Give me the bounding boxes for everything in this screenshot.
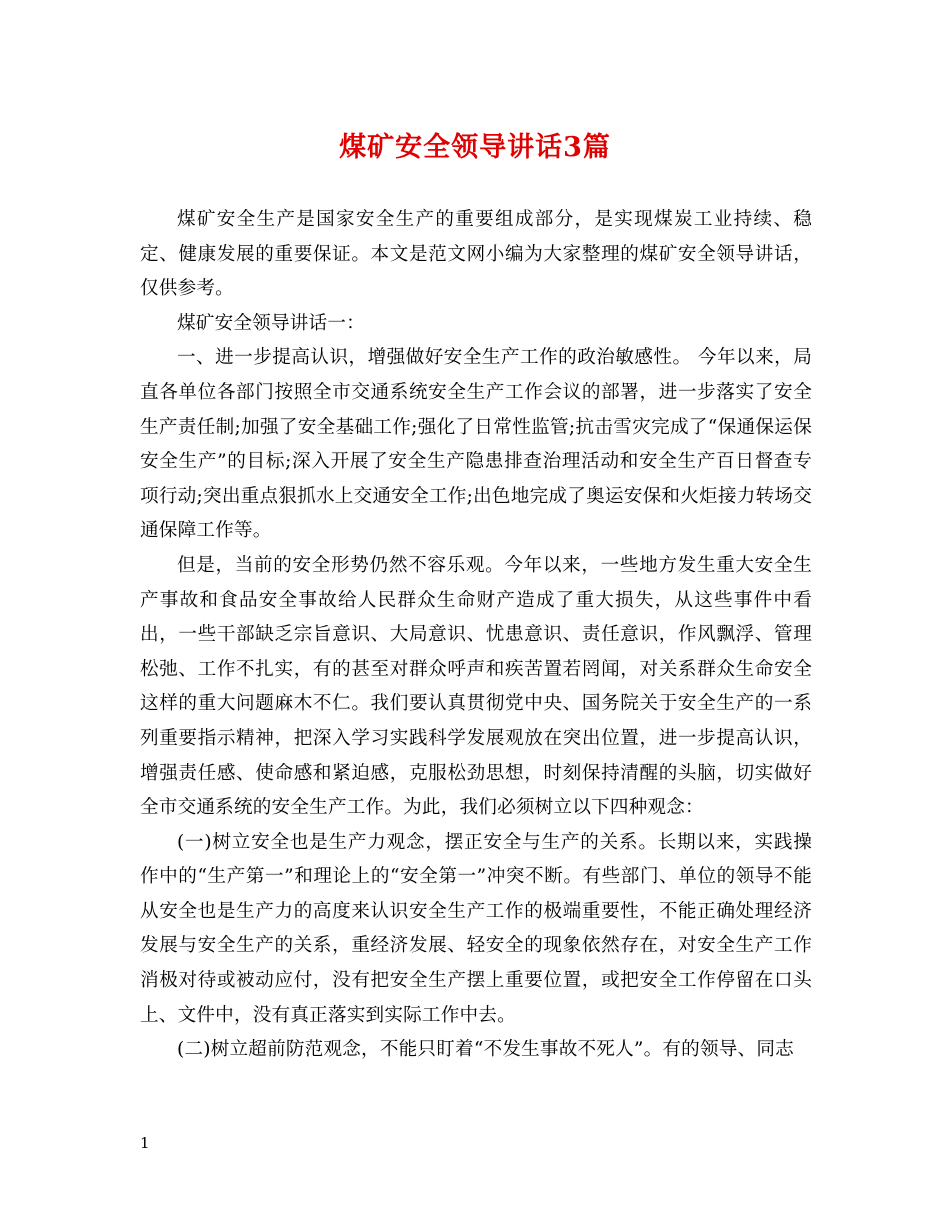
paragraph-situation: 但是，当前的安全形势仍然不容乐观。今年以来，一些地方发生重大安全生产事故和食品安全事故给人民群众生命财产造成了重大损失，从这些事件中看出，一些干部缺乏宗旨意识、大局意识、忧患意识、责任意识，作风飘浮、管理松弛、工作不扎实，有的甚至对群众呼声和疾苦置若罔闻，对关系群众生命安全这样的重大问题麻木不仁。我们要认真贯彻党中央、国务院关于安全生产的一系列重要指示精神，把深入学习实践科学发展观放在突出位置，进一步提高认识，增强责任感、使命感和紧迫感，克服松劲思想，时刻保持清醒的头脑，切实做好全市交通系统的安全生产工作。为此，我们必须树立以下四种观念： (140, 554, 812, 819)
paragraph-section-one: 一、进一步提高认识，增强做好安全生产工作的政治敏感性。 今年以来，局直各单位各部门按照全市交通系统安全生产工作会议的部署，进一步落实了安全生产责任制;加强了安全基础工作;强化了日常性监管;抗击雪灾完成了“保通保运保安全生产”的目标;深入开展了安全生产隐患排查治理活动和安全生产百日督查专项行动;突出重点狠抓水上交通安全工作;出色地完成了奥运安保和火炬接力转场交通保障工作等。 (140, 347, 812, 542)
paragraph-concept-two: (二)树立超前防范观念，不能只盯着“不发生事故不死人”。有的领导、同志 (177, 1039, 794, 1061)
document-body (140, 203, 812, 1068)
page-number: 1 (140, 1134, 150, 1152)
paragraph-intro: 煤矿安全生产是国家安全生产的重要组成部分，是实现煤炭工业持续、稳定、健康发展的重要保证。本文是范文网小编为大家整理的煤矿安全领导讲话，仅供参考。 (140, 209, 812, 300)
paragraph-concept-one: (一)树立安全也是生产力观念，摆正安全与生产的关系。长期以来，实践操作中的“生产第一”和理论上的“安全第一”冲突不断。有些部门、单位的领导不能从安全也是生产力的高度来认识安全生产工作的极端重要性，不能正确处理经济发展与安全生产的关系，重经济发展、轻安全的现象依然存在，对安全生产工作消极对待或被动应付，没有把安全生产摆上重要位置，或把安全工作停留在口头上、文件中，没有真正落实到实际工作中去。 (140, 831, 812, 1026)
document-title: 煤矿安全领导讲话3篇 (339, 132, 611, 163)
paragraph-speech-heading: 煤矿安全领导讲话一： (177, 312, 365, 334)
